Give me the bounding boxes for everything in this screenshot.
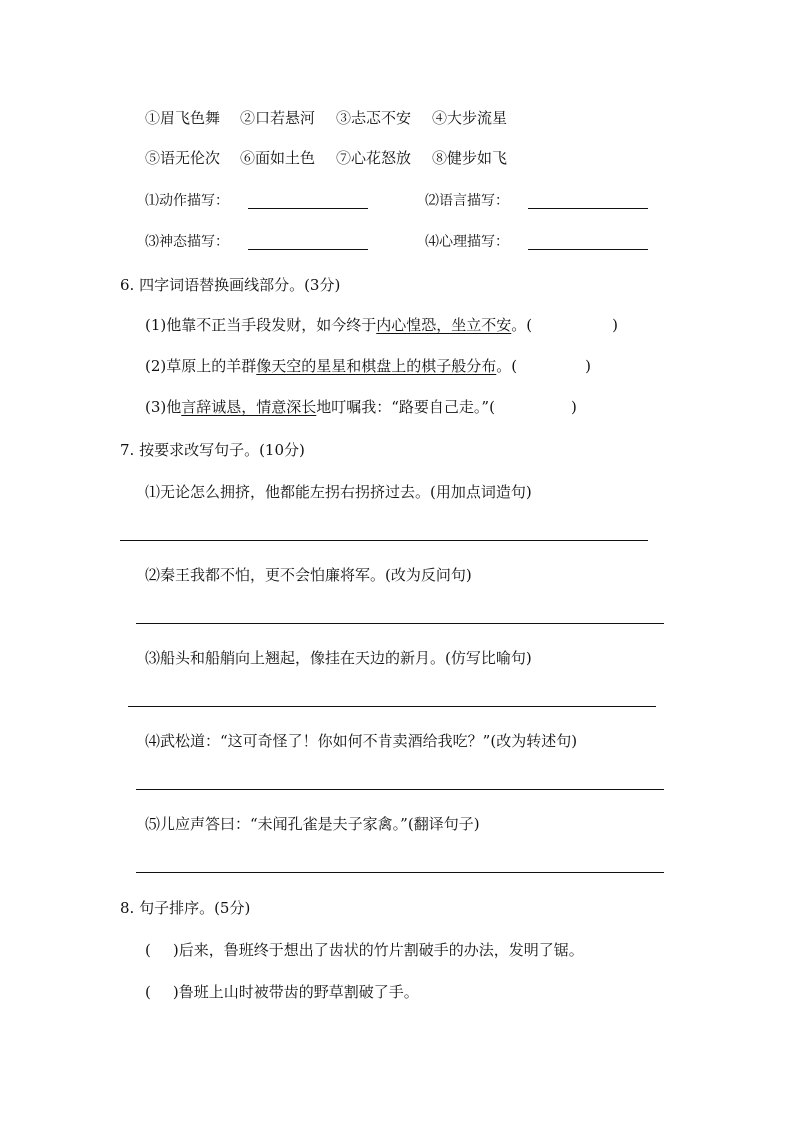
open-paren: ( [145, 941, 151, 959]
close-paren: ) [612, 316, 618, 334]
sentence-text: 地叮嘱我：“路要自己走。”( [316, 398, 495, 416]
close-paren: ) [585, 357, 591, 375]
question-7-answer-line-1[interactable] [120, 540, 648, 541]
sentence-text: 。( [496, 357, 518, 375]
idiom-3: ③忐忑不安 [336, 109, 412, 127]
psychology-description-blank[interactable] [528, 249, 648, 250]
underlined-phrase: 内心惶恐，坐立不安 [376, 316, 512, 334]
speech-description-label: ⑵语言描写： [425, 193, 509, 209]
question-7-answer-line-4[interactable] [136, 789, 664, 790]
action-description-label: ⑴动作描写： [145, 193, 229, 209]
question-7-answer-line-3[interactable] [128, 706, 656, 707]
question-7-answer-line-2[interactable] [136, 623, 664, 624]
question-7-item-5: ⑸儿应声答曰：“未闻孔雀是夫子家禽。”(翻译句子) [145, 815, 480, 833]
question-8-item-2 [145, 982, 419, 1002]
expression-description-blank[interactable] [248, 249, 368, 250]
sentence-text: 。( [511, 316, 533, 334]
idiom-1: ①眉飞色舞 [145, 109, 221, 127]
action-description-blank[interactable] [248, 208, 368, 209]
sentence-text: (1)他靠不正当手段发财，如今终于 [145, 316, 377, 334]
question-7-item-3: ⑶船头和船艄向上翘起，像挂在天边的新月。(仿写比喻句) [145, 649, 532, 667]
sentence-text: )鲁班上山时被带齿的野草割破了手。 [172, 983, 419, 1001]
sentence-text: (2)草原上的羊群 [145, 357, 257, 375]
close-paren: ) [570, 398, 577, 416]
question-7-item-1: ⑴无论怎么拥挤，他都能左拐右拐挤过去。(用加点词造句) [145, 483, 532, 501]
underlined-phrase: 言辞诚恳，情意深长 [181, 398, 317, 416]
question-6-sentence-1 [145, 315, 618, 335]
question-6-sentence-2 [145, 356, 591, 376]
question-6-title: 6. 四字词语替换画线部分。(3分) [120, 276, 341, 294]
idiom-4: ④大步流星 [432, 109, 508, 127]
speech-description-blank[interactable] [528, 208, 648, 209]
question-8-item-1 [145, 940, 584, 960]
question-7-item-2: ⑵秦王我都不怕，更不会怕廉将军。(改为反问句) [145, 566, 472, 584]
question-7-item-4: ⑷武松道：“这可奇怪了！你如何不肯卖酒给我吃？”(改为转述句) [145, 732, 578, 750]
psychology-description-label: ⑷心理描写： [425, 234, 509, 250]
sentence-text: )后来，鲁班终于想出了齿状的竹片割破手的办法，发明了锯。 [172, 941, 584, 959]
idiom-7: ⑦心花怒放 [336, 149, 412, 167]
idiom-8: ⑧健步如飞 [432, 149, 508, 167]
idiom-6: ⑥面如土色 [240, 149, 316, 167]
question-6-sentence-3 [145, 397, 577, 417]
idiom-2: ②口若悬河 [240, 109, 316, 127]
sentence-text: (3)他 [145, 398, 182, 416]
idiom-5: ⑤语无伦次 [145, 149, 221, 167]
open-paren: ( [145, 983, 151, 1001]
underlined-phrase: 像天空的星星和棋盘上的棋子般分布 [256, 357, 497, 375]
expression-description-label: ⑶神态描写： [145, 234, 229, 250]
question-7-answer-line-5[interactable] [136, 872, 664, 873]
question-8-title: 8. 句子排序。(5分) [120, 899, 251, 917]
question-7-title: 7. 按要求改写句子。(10分) [120, 441, 305, 459]
